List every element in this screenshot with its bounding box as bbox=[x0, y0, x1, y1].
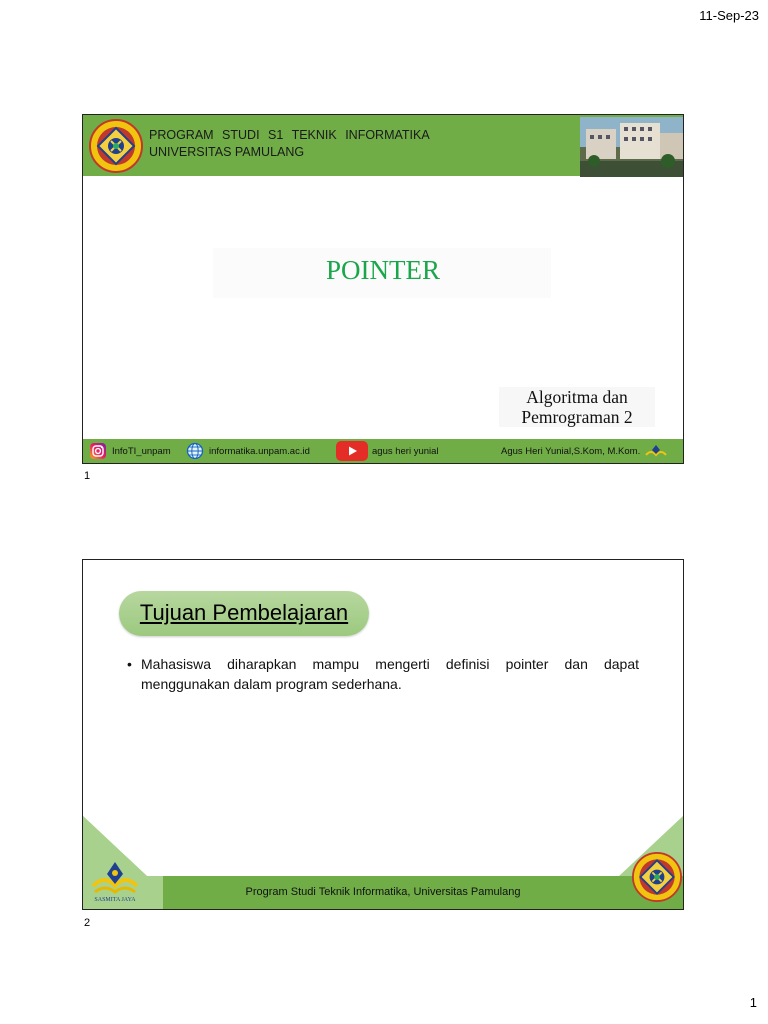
program-name: PROGRAM STUDI S1 TEKNIK INFORMATIKA bbox=[149, 128, 430, 142]
bullet-dot: • bbox=[127, 656, 132, 672]
foundation-logo-icon bbox=[645, 444, 667, 458]
instagram-handle: InfoTI_unpam bbox=[112, 445, 171, 457]
page-date: 11-Sep-23 bbox=[699, 8, 759, 23]
university-seal-icon bbox=[89, 119, 143, 173]
bullet-item bbox=[127, 654, 639, 694]
slide-number-1: 1 bbox=[84, 470, 91, 482]
bullet-text: Mahasiswa diharapkan mampu mengerti definisi pointer dan dapat menggunakan dalam program sederhana. bbox=[141, 656, 639, 692]
university-name: UNIVERSITAS PAMULANG bbox=[149, 145, 305, 159]
globe-icon bbox=[186, 442, 204, 460]
website-link[interactable] bbox=[186, 439, 310, 463]
slide-2 bbox=[82, 559, 684, 910]
campus-photo bbox=[580, 117, 684, 177]
course-line-2: Pemrograman 2 bbox=[521, 407, 633, 427]
footer-text: Program Studi Teknik Informatika, Universitas Pamulang bbox=[245, 886, 521, 898]
youtube-link[interactable] bbox=[336, 439, 439, 463]
instagram-link[interactable] bbox=[89, 439, 171, 463]
instagram-icon bbox=[89, 442, 107, 460]
university-seal-icon bbox=[632, 852, 682, 902]
slide-heading: Tujuan Pembelajaran bbox=[139, 600, 349, 625]
slide-1 bbox=[82, 114, 684, 464]
author-name: Agus Heri Yunial,S.Kom, M.Kom. bbox=[501, 445, 641, 457]
website-url: informatika.unpam.ac.id bbox=[209, 445, 310, 457]
course-line-1: Algoritma dan bbox=[526, 387, 628, 407]
slide-footer bbox=[83, 439, 683, 463]
page-number: 1 bbox=[749, 995, 757, 1010]
youtube-channel: agus heri yunial bbox=[372, 445, 439, 457]
youtube-icon bbox=[336, 441, 368, 461]
program-title bbox=[149, 127, 430, 161]
heading-pill bbox=[119, 591, 369, 636]
slide-number-2: 2 bbox=[84, 917, 91, 929]
slide-title: POINTER bbox=[326, 255, 440, 285]
author-credit bbox=[501, 439, 667, 463]
foundation-name: SASMITA JAYA bbox=[94, 897, 136, 903]
course-name bbox=[499, 387, 655, 427]
slide-header bbox=[83, 115, 683, 176]
